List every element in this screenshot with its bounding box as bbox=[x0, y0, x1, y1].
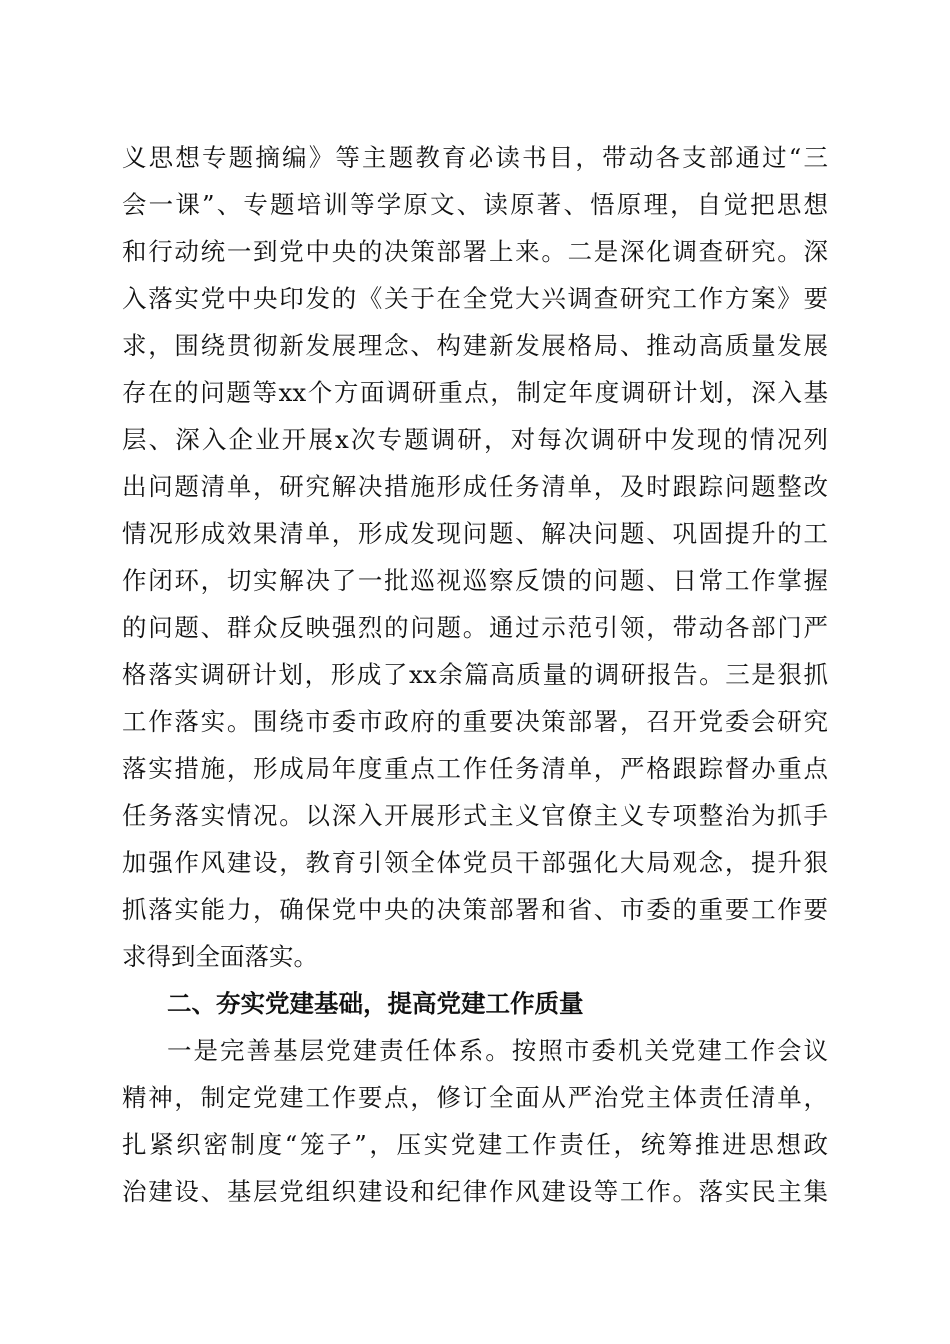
text-line: 工作落实。围绕市委市政府的重要决策部署，召开党委会研究 bbox=[122, 707, 828, 736]
section-heading: 二、夯实党建基础，提高党建工作质量 bbox=[167, 989, 584, 1018]
text-line: 抓落实能力，确保党中央的决策部署和省、市委的重要工作要 bbox=[122, 895, 828, 924]
text-line: 入落实党中央印发的《关于在全党大兴调查研究工作方案》要 bbox=[122, 284, 828, 313]
text-line: 治建设、基层党组织建设和纪律作风建设等工作。落实民主集 bbox=[122, 1177, 828, 1206]
text-line: 作闭环，切实解决了一批巡视巡察反馈的问题、日常工作掌握 bbox=[122, 566, 828, 595]
text-line: 求得到全面落实。 bbox=[122, 942, 318, 971]
text-line: 会一课”、专题培训等学原文、读原著、悟原理，自觉把思想 bbox=[122, 190, 828, 219]
text-line: 一是完善基层党建责任体系。按照市委机关党建工作会议 bbox=[167, 1036, 828, 1065]
text-line: 格落实调研计划，形成了xx余篇高质量的调研报告。三是狠抓 bbox=[122, 660, 828, 689]
text-line: 情况形成效果清单，形成发现问题、解决问题、巩固提升的工 bbox=[122, 519, 828, 548]
text-line: 求，围绕贯彻新发展理念、构建新发展格局、推动高质量发展 bbox=[122, 331, 828, 360]
text-line: 的问题、群众反映强烈的问题。通过示范引领，带动各部门严 bbox=[122, 613, 828, 642]
text-line: 和行动统一到党中央的决策部署上来。二是深化调查研究。深 bbox=[122, 237, 828, 266]
text-line: 落实措施，形成局年度重点工作任务清单，严格跟踪督办重点 bbox=[122, 754, 828, 783]
text-line: 精神，制定党建工作要点，修订全面从严治党主体责任清单， bbox=[122, 1083, 828, 1112]
text-line: 出问题清单，研究解决措施形成任务清单，及时跟踪问题整改 bbox=[122, 472, 828, 501]
text-line: 层、深入企业开展x次专题调研，对每次调研中发现的情况列 bbox=[122, 425, 828, 454]
text-line: 存在的问题等xx个方面调研重点，制定年度调研计划，深入基 bbox=[122, 378, 828, 407]
text-line: 扎紧织密制度“笼子”，压实党建工作责任，统筹推进思想政 bbox=[122, 1130, 828, 1159]
text-line: 义思想专题摘编》等主题教育必读书目，带动各支部通过“三 bbox=[122, 143, 828, 172]
text-line: 加强作风建设，教育引领全体党员干部强化大局观念，提升狠 bbox=[122, 848, 828, 877]
text-line: 任务落实情况。以深入开展形式主义官僚主义专项整治为抓手 bbox=[122, 801, 828, 830]
